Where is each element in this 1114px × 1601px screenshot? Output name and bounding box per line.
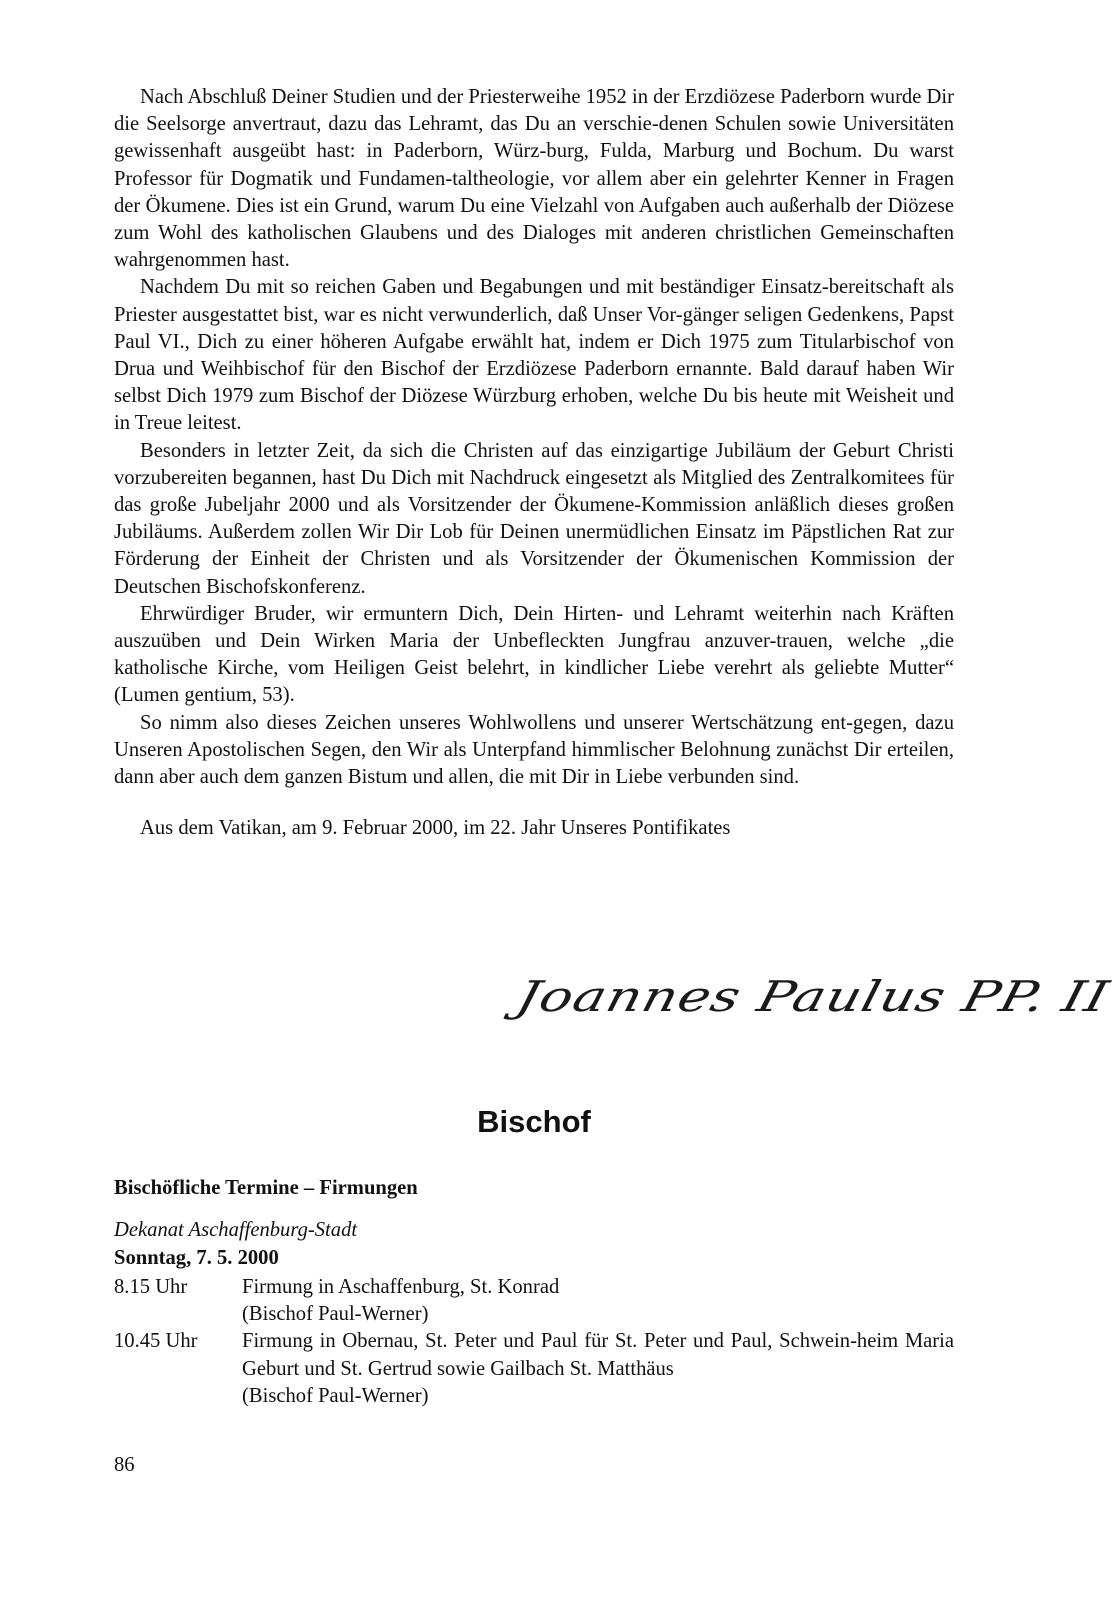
event-note: (Bischof Paul-Werner)	[242, 1384, 429, 1407]
event-description: Firmung in Obernau, St. Peter und Paul für St. Peter und Paul, Schwein-heim Maria Geburt und St. Gertrud sowie Gailbach St. Matthäus	[242, 1330, 954, 1380]
document-page	[114, 84, 1114, 1476]
event-item	[114, 1274, 954, 1328]
paragraph: Besonders in letzter Zeit, da sich die Christen auf das einzigartige Jubiläum der Geburt Christi vorzubereiten begannen, hast Du Dich mit Nachdruck eingesetzt als Mitglied des Zentralkomitees für das große Jubeljahr 2000 und als Vorsitzender der Ökumene-Kommission anläßlich dieses großen Jubiläums. Außerdem zollen Wir Dir Lob für Deinen unermüdlichen Einsatz im Päpstlichen Rat zur Förderung der Einheit der Christen und als Vorsitzender der Ökumenischen Kommission der Deutschen Bischofskonferenz.	[114, 439, 954, 598]
paragraph: Ehrwürdiger Bruder, wir ermuntern Dich, Dein Hirten- und Lehramt weiterhin nach Kräften auszuüben und Dein Wirken Maria der Unbefleckten Jungfrau anzuver-trauen, welche „die katholische Kirche, vom Heiligen Geist belehrt, in kindlicher Liebe verehrt als geliebte Mutter“ (Lumen gentium, 53).	[114, 602, 954, 707]
event-date: Sonntag, 7. 5. 2000	[114, 1247, 279, 1269]
event-time: 8.15 Uhr	[114, 1276, 188, 1298]
event-description-block	[242, 1328, 954, 1410]
section-subheading: Bischöfliche Termine – Firmungen	[114, 1177, 418, 1199]
event-item	[114, 1328, 954, 1410]
signature-text: Joannes Paulus PP. II	[511, 972, 1114, 1022]
event-note: (Bischof Paul-Werner)	[242, 1303, 429, 1326]
letter-body	[114, 84, 954, 842]
handwritten-signature	[511, 964, 1114, 1074]
event-description-block	[242, 1274, 954, 1328]
event-description: Firmung in Aschaffenburg, St. Konrad	[242, 1276, 560, 1298]
closing-line: Aus dem Vatikan, am 9. Februar 2000, im 22. Jahr Unseres Pontifikates	[140, 817, 731, 840]
paragraph: So nimm also dieses Zeichen unseres Wohlwollens und unserer Wertschätzung ent-gegen, dazu Unseren Apostolischen Segen, den Wir als Unterpfand himmlischer Belohnung zunächst Dir erteilen, dann aber auch dem ganzen Bistum und allen, die mit Dir in Liebe verbunden sind.	[114, 711, 954, 789]
paragraph: Nach Abschluß Deiner Studien und der Priesterweihe 1952 in der Erzdiözese Paderborn wurde Dir die Seelsorge anvertraut, dazu das Lehramt, das Du an verschie-denen Schulen sowie Universitäten gewissenhaft ausgeübt hast: in Paderborn, Würz-burg, Fulda, Marburg und Bochum. Du warst Professor für Dogmatik und Fundamen-taltheologie, vor allem aber ein gelehrter Kenner in Fragen der Ökumene. Dies ist ein Grund, warum Du eine Vielzahl von Aufgaben auch außerhalb der Diözese zum Wohl des katholischen Glaubens und des Dialoges mit anderen christlichen Gemeinschaften wahrgenommen hast.	[114, 86, 954, 272]
event-time: 10.45 Uhr	[114, 1330, 198, 1353]
page-number: 86	[114, 1454, 135, 1476]
section-heading: Bischof	[477, 1104, 591, 1139]
dekanat-label: Dekanat Aschaffenburg-Stadt	[114, 1219, 358, 1241]
paragraph: Nachdem Du mit so reichen Gaben und Begabungen und mit beständiger Einsatz-bereitschaft als Priester ausgestattet bist, war es nicht verwunderlich, daß Unser Vor-gänger seligen Gedenkens, Papst Paul VI., Dich zu einer höheren Aufgabe erwählt hat, indem er Dich 1975 zum Titularbischof von Drua und Weihbischof für den Bischof der Erzdiözese Paderborn ernannte. Bald darauf haben Wir selbst Dich 1979 zum Bischof der Diözese Würzburg erhoben, welche Du bis heute mit Weisheit und in Treue leitest.	[114, 276, 954, 435]
event-list	[114, 1274, 954, 1410]
